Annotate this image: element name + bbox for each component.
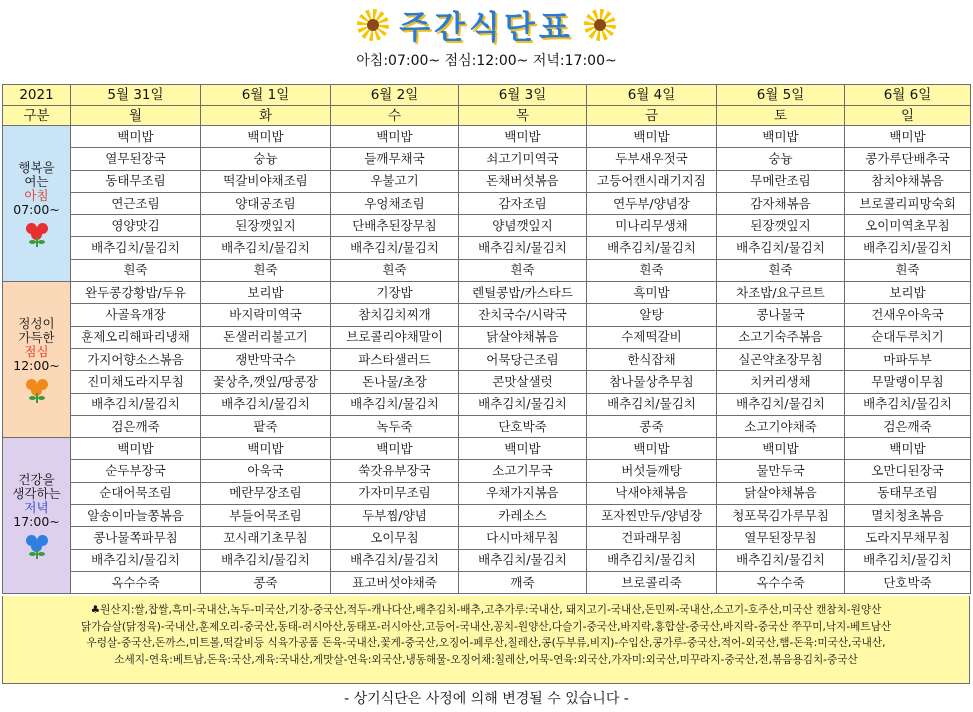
menu-row [3, 371, 971, 393]
menu-cell: 배추김치/물김치 [331, 393, 459, 415]
menu-cell: 콩죽 [201, 571, 331, 593]
menu-row [3, 148, 971, 170]
menu-cell: 검은깨죽 [845, 415, 971, 437]
day-cell: 월 [71, 106, 201, 126]
menu-cell: 백미밥 [201, 438, 331, 460]
menu-cell: 완두콩강황밥/두유 [71, 282, 201, 304]
menu-cell: 건새우아욱국 [845, 304, 971, 326]
menu-cell: 배추김치/물김치 [717, 237, 845, 259]
menu-cell: 파스타샐러드 [331, 348, 459, 370]
menu-cell: 메란무장조림 [201, 482, 331, 504]
menu-cell: 흰죽 [717, 259, 845, 281]
origin-line: ♣원산지:쌀,찹쌀,흑미-국내산,녹두-미국산,기장-중국산,적두-캐나다산,배추김치-배추,고추가루:국내산, 돼지고기-국내산,돈민찌-국내산,소고기-호주산,미국산 캔참치-원양산 [90, 604, 882, 616]
day-cell: 화 [201, 106, 331, 126]
menu-cell: 숭늉 [201, 148, 331, 170]
sunflower-icon [357, 9, 389, 41]
menu-cell: 백미밥 [587, 438, 717, 460]
menu-cell: 백미밥 [71, 438, 201, 460]
page-title: 주간식단표 [399, 8, 574, 46]
menu-cell: 백미밥 [717, 126, 845, 148]
date-cell: 6월 5일 [717, 85, 845, 106]
page-header [0, 0, 973, 82]
menu-cell: 소고기숙주볶음 [717, 326, 845, 348]
menu-cell: 우불고기 [331, 170, 459, 192]
menu-cell: 무메란조림 [717, 170, 845, 192]
date-cell: 6월 3일 [459, 85, 587, 106]
menu-cell: 오이미역초무침 [845, 215, 971, 237]
meal-times: 아침:07:00~ 점심:12:00~ 저녁:17:00~ [356, 53, 617, 69]
menu-cell: 백미밥 [717, 438, 845, 460]
menu-cell: 배추김치/물김치 [845, 393, 971, 415]
menu-cell: 쑥갓유부장국 [331, 460, 459, 482]
menu-cell: 돈나물/초장 [331, 371, 459, 393]
menu-cell: 숭늉 [717, 148, 845, 170]
menu-cell: 한식잡채 [587, 348, 717, 370]
menu-cell: 배추김치/물김치 [201, 549, 331, 571]
menu-cell: 떡갈비야채조림 [201, 170, 331, 192]
menu-row [3, 460, 971, 482]
menu-row [3, 348, 971, 370]
meal-label-cell [3, 282, 71, 438]
meal-time: 17:00~ [13, 513, 60, 529]
day-cell: 금 [587, 106, 717, 126]
day-cell: 토 [717, 106, 845, 126]
menu-cell: 치커리생채 [717, 371, 845, 393]
menu-cell: 버섯들깨탕 [587, 460, 717, 482]
meal-name: 점심 [24, 343, 49, 359]
day-row [3, 106, 971, 126]
menu-row [3, 527, 971, 549]
menu-cell: 콩죽 [587, 415, 717, 437]
menu-cell: 부들어묵조림 [201, 505, 331, 527]
menu-cell: 잔치국수/시락국 [459, 304, 587, 326]
menu-cell: 배추김치/물김치 [459, 393, 587, 415]
menu-cell: 브로콜리죽 [587, 571, 717, 593]
menu-cell: 소고기무국 [459, 460, 587, 482]
menu-cell: 흰죽 [459, 259, 587, 281]
menu-row [3, 237, 971, 259]
menu-cell: 두부새우젓국 [587, 148, 717, 170]
menu-cell: 청포묵김가루무침 [717, 505, 845, 527]
day-cell: 수 [331, 106, 459, 126]
menu-cell: 우채가지볶음 [459, 482, 587, 504]
menu-cell: 배추김치/물김치 [587, 549, 717, 571]
menu-cell: 영양맛김 [71, 215, 201, 237]
menu-cell: 백미밥 [71, 126, 201, 148]
menu-cell: 단배추된장무침 [331, 215, 459, 237]
menu-cell: 열무된장무침 [717, 527, 845, 549]
menu-row [3, 170, 971, 192]
menu-cell: 양대공조림 [201, 192, 331, 214]
menu-row [3, 282, 971, 304]
sunflower-icon [584, 9, 616, 41]
meal-time: 07:00~ [13, 201, 60, 217]
menu-cell: 어묵당근조림 [459, 348, 587, 370]
menu-cell: 백미밥 [459, 126, 587, 148]
menu-cell: 순대어묵조림 [71, 482, 201, 504]
menu-cell: 낙새야채볶음 [587, 482, 717, 504]
menu-cell: 양념깻잎지 [459, 215, 587, 237]
date-row [3, 85, 971, 106]
menu-cell: 포자찐만두/양념장 [587, 505, 717, 527]
menu-cell: 보리밥 [845, 282, 971, 304]
menu-cell: 참치김치찌개 [331, 304, 459, 326]
menu-cell: 소고기야채죽 [717, 415, 845, 437]
menu-cell: 백미밥 [459, 438, 587, 460]
menu-cell: 배추김치/물김치 [845, 549, 971, 571]
menu-cell: 우엉채조림 [331, 192, 459, 214]
day-cell: 목 [459, 106, 587, 126]
menu-cell: 배추김치/물김치 [717, 393, 845, 415]
origin-line: 닭가슴살(닭정육)-국내산,훈제오리-중국산,동태-러시아산,동태포-러시아산,고등어-국내산,꽁치-원양산,다슬기-중국산,바지락,홍합살-중국산,바지락-중국산 쭈꾸미,낙지-베트남산 [80, 620, 892, 633]
menu-cell: 녹두죽 [331, 415, 459, 437]
menu-cell: 흑미밥 [587, 282, 717, 304]
menu-cell: 진미채도라지무침 [71, 371, 201, 393]
menu-cell: 보리밥 [201, 282, 331, 304]
menu-cell: 아욱국 [201, 460, 331, 482]
menu-cell: 닭살야채볶음 [717, 482, 845, 504]
menu-cell: 콩나물쪽파무침 [71, 527, 201, 549]
meal-name: 저녁 [24, 499, 49, 515]
menu-row [3, 549, 971, 571]
menu-cell: 렌틸콩밥/카스타드 [459, 282, 587, 304]
menu-cell: 배추김치/물김치 [717, 549, 845, 571]
menu-cell: 브로콜리피망숙회 [845, 192, 971, 214]
footer-note: - 상기식단은 사정에 의해 변경될 수 있습니다 - [344, 691, 629, 707]
blue-flower-icon [24, 533, 50, 559]
menu-cell: 연근조림 [71, 192, 201, 214]
menu-cell: 가지어향소스볶음 [71, 348, 201, 370]
menu-cell: 배추김치/물김치 [459, 237, 587, 259]
menu-row [3, 505, 971, 527]
year-cell: 2021 [3, 85, 71, 106]
menu-cell: 동태무조림 [845, 482, 971, 504]
menu-cell: 건파래무침 [587, 527, 717, 549]
date-cell: 6월 6일 [845, 85, 971, 106]
menu-cell: 순두부장국 [71, 460, 201, 482]
menu-cell: 사골육개장 [71, 304, 201, 326]
origin-info [2, 596, 970, 684]
menu-cell: 배추김치/물김치 [201, 393, 331, 415]
meal-time: 12:00~ [13, 357, 60, 373]
menu-cell: 무말랭이무침 [845, 371, 971, 393]
menu-row [3, 192, 971, 214]
menu-cell: 배추김치/물김치 [201, 237, 331, 259]
menu-cell: 백미밥 [845, 126, 971, 148]
menu-cell: 마파두부 [845, 348, 971, 370]
menu-cell: 배추김치/물김치 [845, 237, 971, 259]
meal-slogan-line: 행복을 [18, 159, 55, 175]
menu-cell: 동태무조림 [71, 170, 201, 192]
menu-cell: 단호박죽 [459, 415, 587, 437]
menu-cell: 고등어캔시래기지짐 [587, 170, 717, 192]
menu-row [3, 126, 971, 148]
menu-cell: 콘맛살샐럿 [459, 371, 587, 393]
category-label: 구분 [3, 106, 71, 126]
day-cell: 일 [845, 106, 971, 126]
menu-cell: 열무된장국 [71, 148, 201, 170]
menu-cell: 물만두국 [717, 460, 845, 482]
menu-row [3, 259, 971, 281]
date-cell: 5월 31일 [71, 85, 201, 106]
menu-cell: 오만디된장국 [845, 460, 971, 482]
menu-cell: 들깨무채국 [331, 148, 459, 170]
origin-line: 우렁살-중국산,돈까스,미트볼,떡갈비등 식육가공품 돈육-국내산,꽃게-중국산,오징어-페루산,칠레산,콩(두부류,비지)-수입산,콩가루-중국산,적어-외국산,햄-돈육:미국산,국내산, [86, 637, 886, 649]
menu-cell: 된장깻잎지 [201, 215, 331, 237]
meal-slogan-line: 생각하는 [12, 485, 61, 501]
menu-cell: 미나리무생채 [587, 215, 717, 237]
menu-cell: 훈제오리해파리냉채 [71, 326, 201, 348]
menu-cell: 된장깻잎지 [717, 215, 845, 237]
menu-cell: 배추김치/물김치 [71, 237, 201, 259]
menu-cell: 깨죽 [459, 571, 587, 593]
menu-cell: 꽃상추,깻잎/땅콩장 [201, 371, 331, 393]
menu-cell: 흰죽 [587, 259, 717, 281]
orange-flower-icon [24, 377, 50, 403]
meal-slogan-line: 여는 [24, 173, 49, 189]
title-row [0, 4, 973, 46]
menu-cell: 배추김치/물김치 [71, 549, 201, 571]
menu-row [3, 571, 971, 593]
menu-cell: 참나물상추무침 [587, 371, 717, 393]
date-cell: 6월 2일 [331, 85, 459, 106]
menu-cell: 알탕 [587, 304, 717, 326]
menu-cell: 표고버섯야채죽 [331, 571, 459, 593]
menu-cell: 백미밥 [587, 126, 717, 148]
menu-cell: 도라지무채무침 [845, 527, 971, 549]
origin-line: 소세지-연육:베트남,돈육:국산,계육:국내산,게맛살-연육:외국산,냉동해물-오징어채:칠레산,어묵-연육:외국산,가자미:외국산,미꾸라지-중국산,전,볶음용김치-중국산 [114, 653, 858, 666]
menu-cell: 꼬시래기초무침 [201, 527, 331, 549]
menu-cell: 단호박죽 [845, 571, 971, 593]
menu-cell: 배추김치/물김치 [587, 237, 717, 259]
menu-cell: 흰죽 [71, 259, 201, 281]
menu-cell: 배추김치/물김치 [331, 549, 459, 571]
menu-row [3, 304, 971, 326]
menu-cell: 배추김치/물김치 [587, 393, 717, 415]
menu-cell: 콩나물국 [717, 304, 845, 326]
menu-cell: 멸치청초볶음 [845, 505, 971, 527]
menu-cell: 순대두루치기 [845, 326, 971, 348]
weekly-menu-table [2, 84, 971, 594]
date-cell: 6월 1일 [201, 85, 331, 106]
menu-cell: 콩가루단배추국 [845, 148, 971, 170]
date-cell: 6월 4일 [587, 85, 717, 106]
meal-name: 아침 [24, 187, 49, 203]
meal-slogan-line: 정성이 [18, 315, 55, 331]
menu-cell: 배추김치/물김치 [71, 393, 201, 415]
menu-cell: 백미밥 [845, 438, 971, 460]
menu-cell: 옥수수죽 [71, 571, 201, 593]
menu-cell: 오이무침 [331, 527, 459, 549]
menu-row [3, 326, 971, 348]
menu-cell: 닭살야채볶음 [459, 326, 587, 348]
menu-cell: 브로콜리야채말이 [331, 326, 459, 348]
menu-cell: 흰죽 [331, 259, 459, 281]
menu-row [3, 482, 971, 504]
menu-cell: 감자조림 [459, 192, 587, 214]
meal-slogan-line: 가득한 [18, 329, 55, 345]
menu-cell: 연두부/양념장 [587, 192, 717, 214]
meal-label-cell [3, 126, 71, 282]
menu-cell: 다시마채무침 [459, 527, 587, 549]
menu-cell: 돈채버섯볶음 [459, 170, 587, 192]
menu-cell: 검은깨죽 [71, 415, 201, 437]
menu-cell: 돈샐러리불고기 [201, 326, 331, 348]
menu-cell: 백미밥 [331, 438, 459, 460]
menu-cell: 백미밥 [201, 126, 331, 148]
menu-cell: 백미밥 [331, 126, 459, 148]
menu-cell: 두부찜/양념 [331, 505, 459, 527]
meal-slogan-line: 건강을 [18, 471, 55, 487]
menu-cell: 쟁반막국수 [201, 348, 331, 370]
menu-row [3, 393, 971, 415]
menu-cell: 수제떡갈비 [587, 326, 717, 348]
menu-cell: 카레소스 [459, 505, 587, 527]
menu-cell: 감자채볶음 [717, 192, 845, 214]
menu-row [3, 438, 971, 460]
menu-cell: 실곤약초장무침 [717, 348, 845, 370]
menu-cell: 배추김치/물김치 [459, 549, 587, 571]
menu-cell: 팥죽 [201, 415, 331, 437]
menu-row [3, 215, 971, 237]
menu-cell: 알송이마늘쫑볶음 [71, 505, 201, 527]
menu-cell: 바지락미역국 [201, 304, 331, 326]
heart-flower-icon [24, 221, 50, 247]
menu-cell: 차조밥/요구르트 [717, 282, 845, 304]
meal-label-cell [3, 438, 71, 594]
menu-cell: 흰죽 [201, 259, 331, 281]
menu-cell: 배추김치/물김치 [331, 237, 459, 259]
menu-cell: 가자미무조림 [331, 482, 459, 504]
menu-cell: 참치야채볶음 [845, 170, 971, 192]
menu-cell: 흰죽 [845, 259, 971, 281]
menu-cell: 옥수수죽 [717, 571, 845, 593]
menu-cell: 쇠고기미역국 [459, 148, 587, 170]
menu-row [3, 415, 971, 437]
menu-cell: 기장밥 [331, 282, 459, 304]
